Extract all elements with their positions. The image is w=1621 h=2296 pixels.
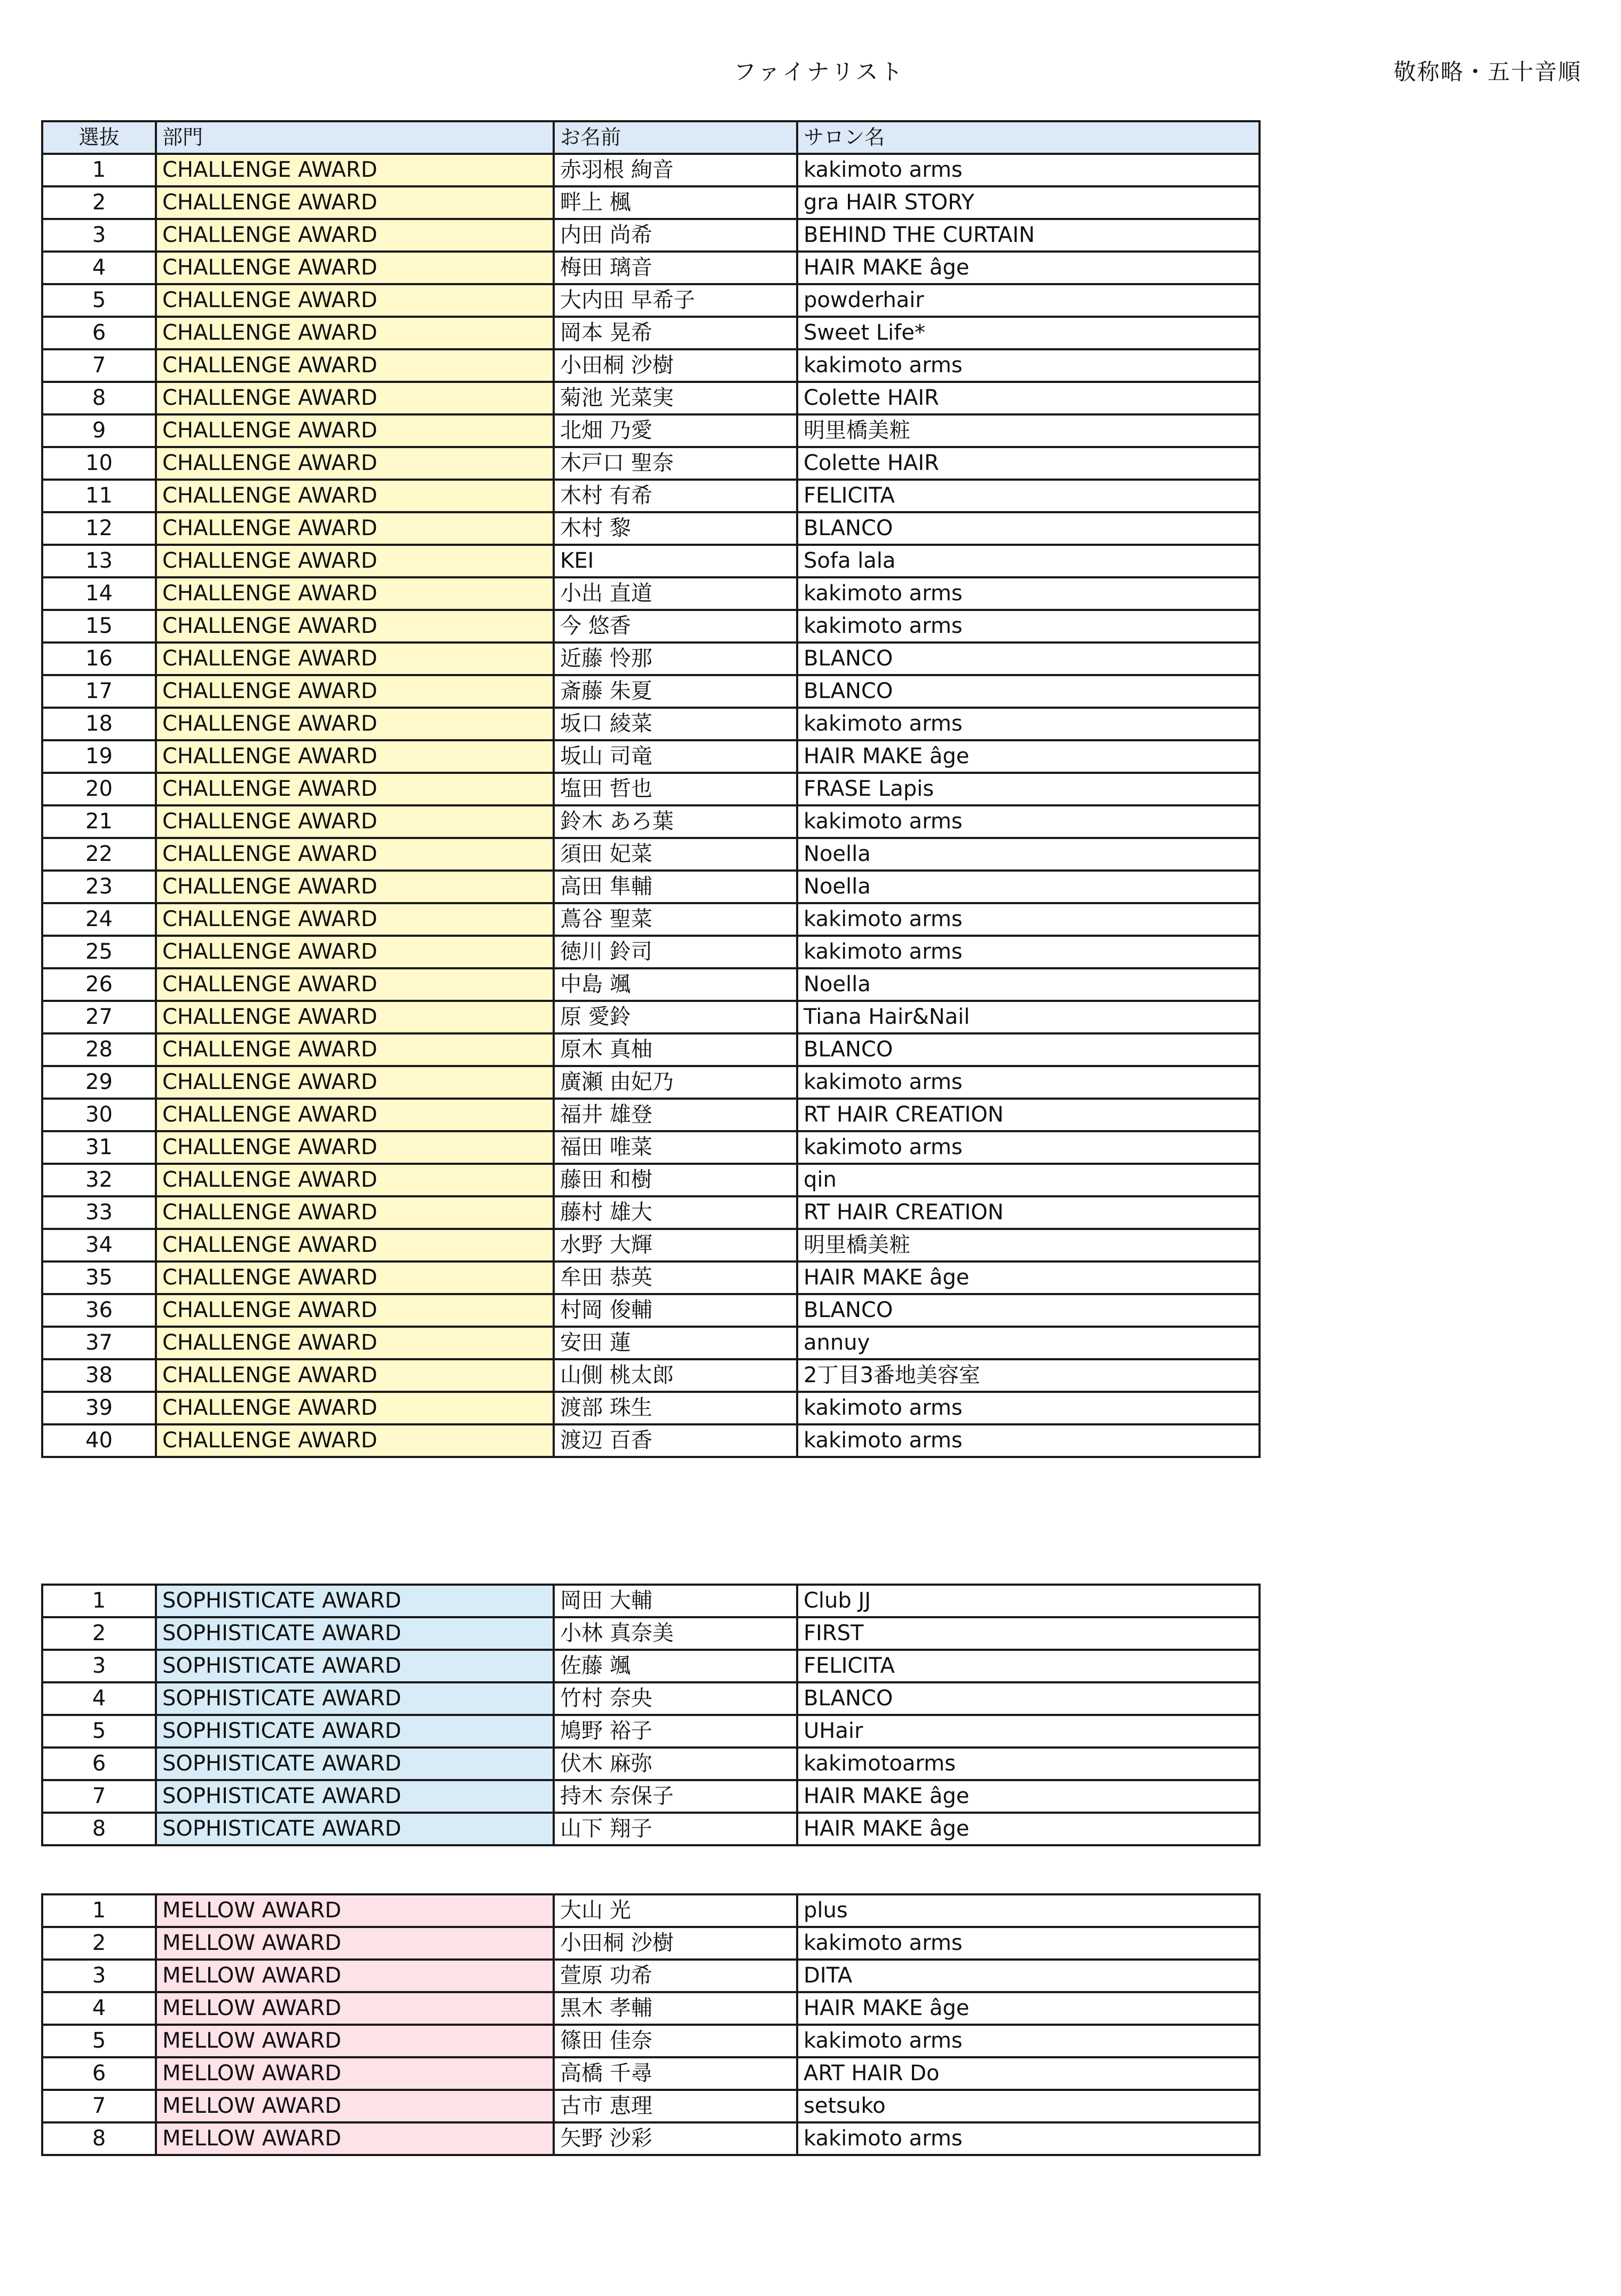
name-cell: 鈴木 あろ葉 (554, 805, 797, 838)
table-row (42, 1682, 1260, 1715)
salon-cell: kakimotoarms (797, 1748, 1260, 1780)
rank-cell: 17 (42, 675, 156, 708)
salon-cell: BLANCO (797, 1682, 1260, 1715)
table-row (42, 642, 1260, 675)
division-cell: CHALLENGE AWARD (156, 577, 554, 610)
rank-cell: 9 (42, 414, 156, 447)
name-cell: 山下 翔子 (554, 1813, 797, 1845)
rank-cell: 24 (42, 903, 156, 936)
division-cell: CHALLENGE AWARD (156, 317, 554, 349)
salon-cell: 明里橋美粧 (797, 414, 1260, 447)
header-division: 部門 (156, 121, 554, 154)
division-cell: CHALLENGE AWARD (156, 740, 554, 773)
rank-cell: 7 (42, 1780, 156, 1813)
salon-cell: DITA (797, 1960, 1260, 1992)
name-cell: 大山 光 (554, 1894, 797, 1927)
sort-note: 敬称略・五十音順 (1394, 59, 1582, 85)
table-row (42, 1327, 1260, 1359)
salon-cell: qin (797, 1164, 1260, 1196)
division-cell: SOPHISTICATE AWARD (156, 1617, 554, 1650)
salon-cell: kakimoto arms (797, 2025, 1260, 2057)
name-cell: 原木 真柚 (554, 1033, 797, 1066)
table-row (42, 414, 1260, 447)
rank-cell: 3 (42, 1960, 156, 1992)
salon-cell: HAIR MAKE âge (797, 1992, 1260, 2025)
name-cell: 福井 雄登 (554, 1099, 797, 1131)
salon-cell: FELICITA (797, 1650, 1260, 1682)
name-cell: 畔上 楓 (554, 186, 797, 219)
salon-cell: plus (797, 1894, 1260, 1927)
division-cell: CHALLENGE AWARD (156, 447, 554, 480)
division-cell: CHALLENGE AWARD (156, 610, 554, 642)
rank-cell: 4 (42, 252, 156, 284)
division-cell: SOPHISTICATE AWARD (156, 1780, 554, 1813)
rank-cell: 1 (42, 1894, 156, 1927)
salon-cell: HAIR MAKE âge (797, 740, 1260, 773)
division-cell: MELLOW AWARD (156, 2090, 554, 2122)
table-row (42, 1748, 1260, 1780)
rank-cell: 2 (42, 186, 156, 219)
division-cell: CHALLENGE AWARD (156, 1033, 554, 1066)
name-cell: 坂山 司竜 (554, 740, 797, 773)
name-cell: 岡田 大輔 (554, 1585, 797, 1617)
table-row (42, 284, 1260, 317)
salon-cell: Tiana Hair&Nail (797, 1001, 1260, 1033)
salon-cell: Noella (797, 871, 1260, 903)
salon-cell: BLANCO (797, 642, 1260, 675)
division-cell: CHALLENGE AWARD (156, 1099, 554, 1131)
rank-cell: 40 (42, 1424, 156, 1457)
name-cell: 渡部 珠生 (554, 1392, 797, 1424)
rank-cell: 5 (42, 284, 156, 317)
salon-cell: setsuko (797, 2090, 1260, 2122)
salon-cell: kakimoto arms (797, 936, 1260, 968)
name-cell: 小林 真奈美 (554, 1617, 797, 1650)
rank-cell: 7 (42, 2090, 156, 2122)
division-cell: CHALLENGE AWARD (156, 968, 554, 1001)
salon-cell: UHair (797, 1715, 1260, 1748)
table-row (42, 480, 1260, 512)
division-cell: CHALLENGE AWARD (156, 1164, 554, 1196)
name-cell: 斎藤 朱夏 (554, 675, 797, 708)
salon-cell: Colette HAIR (797, 382, 1260, 414)
salon-cell: Sweet Life* (797, 317, 1260, 349)
salon-cell: kakimoto arms (797, 577, 1260, 610)
name-cell: 伏木 麻弥 (554, 1748, 797, 1780)
name-cell: 篠田 佳奈 (554, 2025, 797, 2057)
table-row (42, 1359, 1260, 1392)
salon-cell: FRASE Lapis (797, 773, 1260, 805)
name-cell: 近藤 怜那 (554, 642, 797, 675)
table-row (42, 1585, 1260, 1617)
rank-cell: 6 (42, 317, 156, 349)
salon-cell: 2丁目3番地美容室 (797, 1359, 1260, 1392)
rank-cell: 38 (42, 1359, 156, 1392)
table-row (42, 154, 1260, 186)
division-cell: CHALLENGE AWARD (156, 1196, 554, 1229)
salon-cell: BLANCO (797, 1294, 1260, 1327)
salon-cell: kakimoto arms (797, 1066, 1260, 1099)
name-cell: 蔦谷 聖菜 (554, 903, 797, 936)
table-row (42, 2122, 1260, 2155)
name-cell: 菊池 光菜実 (554, 382, 797, 414)
table-row (42, 871, 1260, 903)
rank-cell: 18 (42, 708, 156, 740)
name-cell: 高橋 千尋 (554, 2057, 797, 2090)
rank-cell: 26 (42, 968, 156, 1001)
table-row (42, 1261, 1260, 1294)
name-cell: 佐藤 颯 (554, 1650, 797, 1682)
salon-cell: kakimoto arms (797, 1927, 1260, 1960)
division-cell: MELLOW AWARD (156, 2057, 554, 2090)
table-row (42, 805, 1260, 838)
salon-cell: kakimoto arms (797, 708, 1260, 740)
table-row (42, 349, 1260, 382)
table-row (42, 675, 1260, 708)
name-cell: 鳩野 裕子 (554, 1715, 797, 1748)
salon-cell: RT HAIR CREATION (797, 1099, 1260, 1131)
salon-cell: RT HAIR CREATION (797, 1196, 1260, 1229)
rank-cell: 7 (42, 349, 156, 382)
rank-cell: 13 (42, 545, 156, 577)
table-row (42, 1392, 1260, 1424)
name-cell: 徳川 鈴司 (554, 936, 797, 968)
division-cell: MELLOW AWARD (156, 1894, 554, 1927)
table-row (42, 610, 1260, 642)
table-row (42, 740, 1260, 773)
name-cell: 木戸口 聖奈 (554, 447, 797, 480)
rank-cell: 29 (42, 1066, 156, 1099)
salon-cell: Noella (797, 838, 1260, 871)
name-cell: 北畑 乃愛 (554, 414, 797, 447)
salon-cell: Colette HAIR (797, 447, 1260, 480)
rank-cell: 1 (42, 1585, 156, 1617)
name-cell: 塩田 哲也 (554, 773, 797, 805)
name-cell: 水野 大輝 (554, 1229, 797, 1261)
header-salon: サロン名 (797, 121, 1260, 154)
rank-cell: 3 (42, 219, 156, 252)
division-cell: CHALLENGE AWARD (156, 545, 554, 577)
division-cell: CHALLENGE AWARD (156, 1229, 554, 1261)
name-cell: 萱原 功希 (554, 1960, 797, 1992)
division-cell: CHALLENGE AWARD (156, 414, 554, 447)
table-row (42, 1001, 1260, 1033)
name-cell: 内田 尚希 (554, 219, 797, 252)
division-cell: CHALLENGE AWARD (156, 186, 554, 219)
division-cell: CHALLENGE AWARD (156, 154, 554, 186)
division-cell: MELLOW AWARD (156, 2025, 554, 2057)
rank-cell: 10 (42, 447, 156, 480)
name-cell: 渡辺 百香 (554, 1424, 797, 1457)
name-cell: 古市 恵理 (554, 2090, 797, 2122)
division-cell: CHALLENGE AWARD (156, 675, 554, 708)
division-cell: CHALLENGE AWARD (156, 903, 554, 936)
name-cell: 木村 有希 (554, 480, 797, 512)
rank-cell: 14 (42, 577, 156, 610)
name-cell: 福田 唯菜 (554, 1131, 797, 1164)
division-cell: CHALLENGE AWARD (156, 219, 554, 252)
division-cell: CHALLENGE AWARD (156, 512, 554, 545)
rank-cell: 22 (42, 838, 156, 871)
rank-cell: 16 (42, 642, 156, 675)
rank-cell: 25 (42, 936, 156, 968)
division-cell: CHALLENGE AWARD (156, 349, 554, 382)
name-cell: 中島 颯 (554, 968, 797, 1001)
table-row (42, 545, 1260, 577)
challenge-table (41, 120, 1261, 1458)
rank-cell: 36 (42, 1294, 156, 1327)
division-cell: CHALLENGE AWARD (156, 871, 554, 903)
rank-cell: 6 (42, 2057, 156, 2090)
table-row (42, 903, 1260, 936)
name-cell: 藤村 雄大 (554, 1196, 797, 1229)
rank-cell: 12 (42, 512, 156, 545)
table-row (42, 382, 1260, 414)
name-cell: 小出 直道 (554, 577, 797, 610)
division-cell: CHALLENGE AWARD (156, 1327, 554, 1359)
division-cell: CHALLENGE AWARD (156, 252, 554, 284)
division-cell: CHALLENGE AWARD (156, 1001, 554, 1033)
division-cell: SOPHISTICATE AWARD (156, 1813, 554, 1845)
table-row (42, 1813, 1260, 1845)
mellow-table (41, 1893, 1261, 2156)
salon-cell: FELICITA (797, 480, 1260, 512)
division-cell: CHALLENGE AWARD (156, 642, 554, 675)
table-row (42, 1033, 1260, 1066)
table-row (42, 2090, 1260, 2122)
division-cell: CHALLENGE AWARD (156, 1392, 554, 1424)
rank-cell: 30 (42, 1099, 156, 1131)
salon-cell: kakimoto arms (797, 1131, 1260, 1164)
division-cell: CHALLENGE AWARD (156, 1066, 554, 1099)
name-cell: 持木 奈保子 (554, 1780, 797, 1813)
name-cell: 岡本 晃希 (554, 317, 797, 349)
rank-cell: 2 (42, 1617, 156, 1650)
name-cell: 須田 妃菜 (554, 838, 797, 871)
rank-cell: 37 (42, 1327, 156, 1359)
name-cell: 小田桐 沙樹 (554, 349, 797, 382)
division-cell: CHALLENGE AWARD (156, 284, 554, 317)
table-row (42, 1650, 1260, 1682)
name-cell: 藤田 和樹 (554, 1164, 797, 1196)
salon-cell: kakimoto arms (797, 805, 1260, 838)
salon-cell: Noella (797, 968, 1260, 1001)
table-row (42, 186, 1260, 219)
rank-cell: 32 (42, 1164, 156, 1196)
rank-cell: 6 (42, 1748, 156, 1780)
sophisticate-table (41, 1584, 1261, 1846)
table-row (42, 1099, 1260, 1131)
salon-cell: powderhair (797, 284, 1260, 317)
salon-cell: gra HAIR STORY (797, 186, 1260, 219)
name-cell: 高田 隼輔 (554, 871, 797, 903)
table-row (42, 2025, 1260, 2057)
salon-cell: BLANCO (797, 1033, 1260, 1066)
division-cell: SOPHISTICATE AWARD (156, 1650, 554, 1682)
salon-cell: kakimoto arms (797, 154, 1260, 186)
name-cell: 小田桐 沙樹 (554, 1927, 797, 1960)
division-cell: CHALLENGE AWARD (156, 1424, 554, 1457)
division-cell: CHALLENGE AWARD (156, 936, 554, 968)
table-row (42, 1229, 1260, 1261)
rank-cell: 33 (42, 1196, 156, 1229)
division-cell: MELLOW AWARD (156, 1927, 554, 1960)
table-row (42, 577, 1260, 610)
table-row (42, 512, 1260, 545)
rank-cell: 1 (42, 154, 156, 186)
rank-cell: 8 (42, 382, 156, 414)
table-row (42, 1131, 1260, 1164)
salon-cell: HAIR MAKE âge (797, 1780, 1260, 1813)
table-row (42, 1992, 1260, 2025)
name-cell: KEI (554, 545, 797, 577)
table-row (42, 219, 1260, 252)
division-cell: MELLOW AWARD (156, 1960, 554, 1992)
name-cell: 赤羽根 絢音 (554, 154, 797, 186)
division-cell: SOPHISTICATE AWARD (156, 1585, 554, 1617)
division-cell: CHALLENGE AWARD (156, 1359, 554, 1392)
name-cell: 坂口 綾菜 (554, 708, 797, 740)
name-cell: 黒木 孝輔 (554, 1992, 797, 2025)
rank-cell: 23 (42, 871, 156, 903)
division-cell: CHALLENGE AWARD (156, 838, 554, 871)
name-cell: 木村 黎 (554, 512, 797, 545)
table-row (42, 252, 1260, 284)
salon-cell: Sofa lala (797, 545, 1260, 577)
salon-cell: kakimoto arms (797, 349, 1260, 382)
table-row (42, 1196, 1260, 1229)
table-row (42, 1066, 1260, 1099)
salon-cell: kakimoto arms (797, 1424, 1260, 1457)
salon-cell: HAIR MAKE âge (797, 1261, 1260, 1294)
table-row (42, 1960, 1260, 1992)
division-cell: CHALLENGE AWARD (156, 382, 554, 414)
table-row (42, 1164, 1260, 1196)
rank-cell: 8 (42, 1813, 156, 1845)
division-cell: MELLOW AWARD (156, 2122, 554, 2155)
rank-cell: 31 (42, 1131, 156, 1164)
division-cell: CHALLENGE AWARD (156, 805, 554, 838)
challenge-rows (42, 154, 1260, 1457)
salon-cell: kakimoto arms (797, 610, 1260, 642)
table-row (42, 1894, 1260, 1927)
table-row (42, 1927, 1260, 1960)
division-cell: CHALLENGE AWARD (156, 480, 554, 512)
salon-cell: 明里橋美粧 (797, 1229, 1260, 1261)
table-row (42, 936, 1260, 968)
table-row (42, 968, 1260, 1001)
rank-cell: 35 (42, 1261, 156, 1294)
header-rank: 選抜 (42, 121, 156, 154)
name-cell: 村岡 俊輔 (554, 1294, 797, 1327)
rank-cell: 5 (42, 2025, 156, 2057)
table-row (42, 708, 1260, 740)
table-row (42, 1617, 1260, 1650)
name-cell: 矢野 沙彩 (554, 2122, 797, 2155)
division-cell: MELLOW AWARD (156, 1992, 554, 2025)
header-name: お名前 (554, 121, 797, 154)
name-cell: 今 悠香 (554, 610, 797, 642)
table-header-row (42, 121, 1260, 154)
salon-cell: Club JJ (797, 1585, 1260, 1617)
rank-cell: 4 (42, 1992, 156, 2025)
salon-cell: kakimoto arms (797, 2122, 1260, 2155)
division-cell: SOPHISTICATE AWARD (156, 1682, 554, 1715)
salon-cell: FIRST (797, 1617, 1260, 1650)
rank-cell: 5 (42, 1715, 156, 1748)
division-cell: SOPHISTICATE AWARD (156, 1715, 554, 1748)
name-cell: 原 愛鈴 (554, 1001, 797, 1033)
rank-cell: 11 (42, 480, 156, 512)
division-cell: CHALLENGE AWARD (156, 1294, 554, 1327)
rank-cell: 20 (42, 773, 156, 805)
table-row (42, 2057, 1260, 2090)
name-cell: 大内田 早希子 (554, 284, 797, 317)
division-cell: SOPHISTICATE AWARD (156, 1748, 554, 1780)
division-cell: CHALLENGE AWARD (156, 773, 554, 805)
table-row (42, 1424, 1260, 1457)
rank-cell: 3 (42, 1650, 156, 1682)
salon-cell: BLANCO (797, 512, 1260, 545)
rank-cell: 27 (42, 1001, 156, 1033)
name-cell: 山側 桃太郎 (554, 1359, 797, 1392)
name-cell: 梅田 璃音 (554, 252, 797, 284)
salon-cell: kakimoto arms (797, 1392, 1260, 1424)
table-row (42, 1294, 1260, 1327)
page-title: ファイナリスト (734, 59, 905, 85)
salon-cell: annuy (797, 1327, 1260, 1359)
salon-cell: ART HAIR Do (797, 2057, 1260, 2090)
salon-cell: kakimoto arms (797, 903, 1260, 936)
rank-cell: 28 (42, 1033, 156, 1066)
table-row (42, 317, 1260, 349)
sophisticate-rows (42, 1585, 1260, 1845)
rank-cell: 39 (42, 1392, 156, 1424)
name-cell: 牟田 恭英 (554, 1261, 797, 1294)
rank-cell: 34 (42, 1229, 156, 1261)
division-cell: CHALLENGE AWARD (156, 1261, 554, 1294)
table-row (42, 1715, 1260, 1748)
rank-cell: 19 (42, 740, 156, 773)
table-row (42, 1780, 1260, 1813)
salon-cell: HAIR MAKE âge (797, 252, 1260, 284)
rank-cell: 21 (42, 805, 156, 838)
salon-cell: BEHIND THE CURTAIN (797, 219, 1260, 252)
salon-cell: HAIR MAKE âge (797, 1813, 1260, 1845)
salon-cell: BLANCO (797, 675, 1260, 708)
table-row (42, 838, 1260, 871)
rank-cell: 2 (42, 1927, 156, 1960)
rank-cell: 4 (42, 1682, 156, 1715)
name-cell: 竹村 奈央 (554, 1682, 797, 1715)
division-cell: CHALLENGE AWARD (156, 708, 554, 740)
division-cell: CHALLENGE AWARD (156, 1131, 554, 1164)
name-cell: 廣瀬 由妃乃 (554, 1066, 797, 1099)
mellow-rows (42, 1894, 1260, 2155)
name-cell: 安田 蓮 (554, 1327, 797, 1359)
rank-cell: 8 (42, 2122, 156, 2155)
rank-cell: 15 (42, 610, 156, 642)
table-row (42, 773, 1260, 805)
table-row (42, 447, 1260, 480)
